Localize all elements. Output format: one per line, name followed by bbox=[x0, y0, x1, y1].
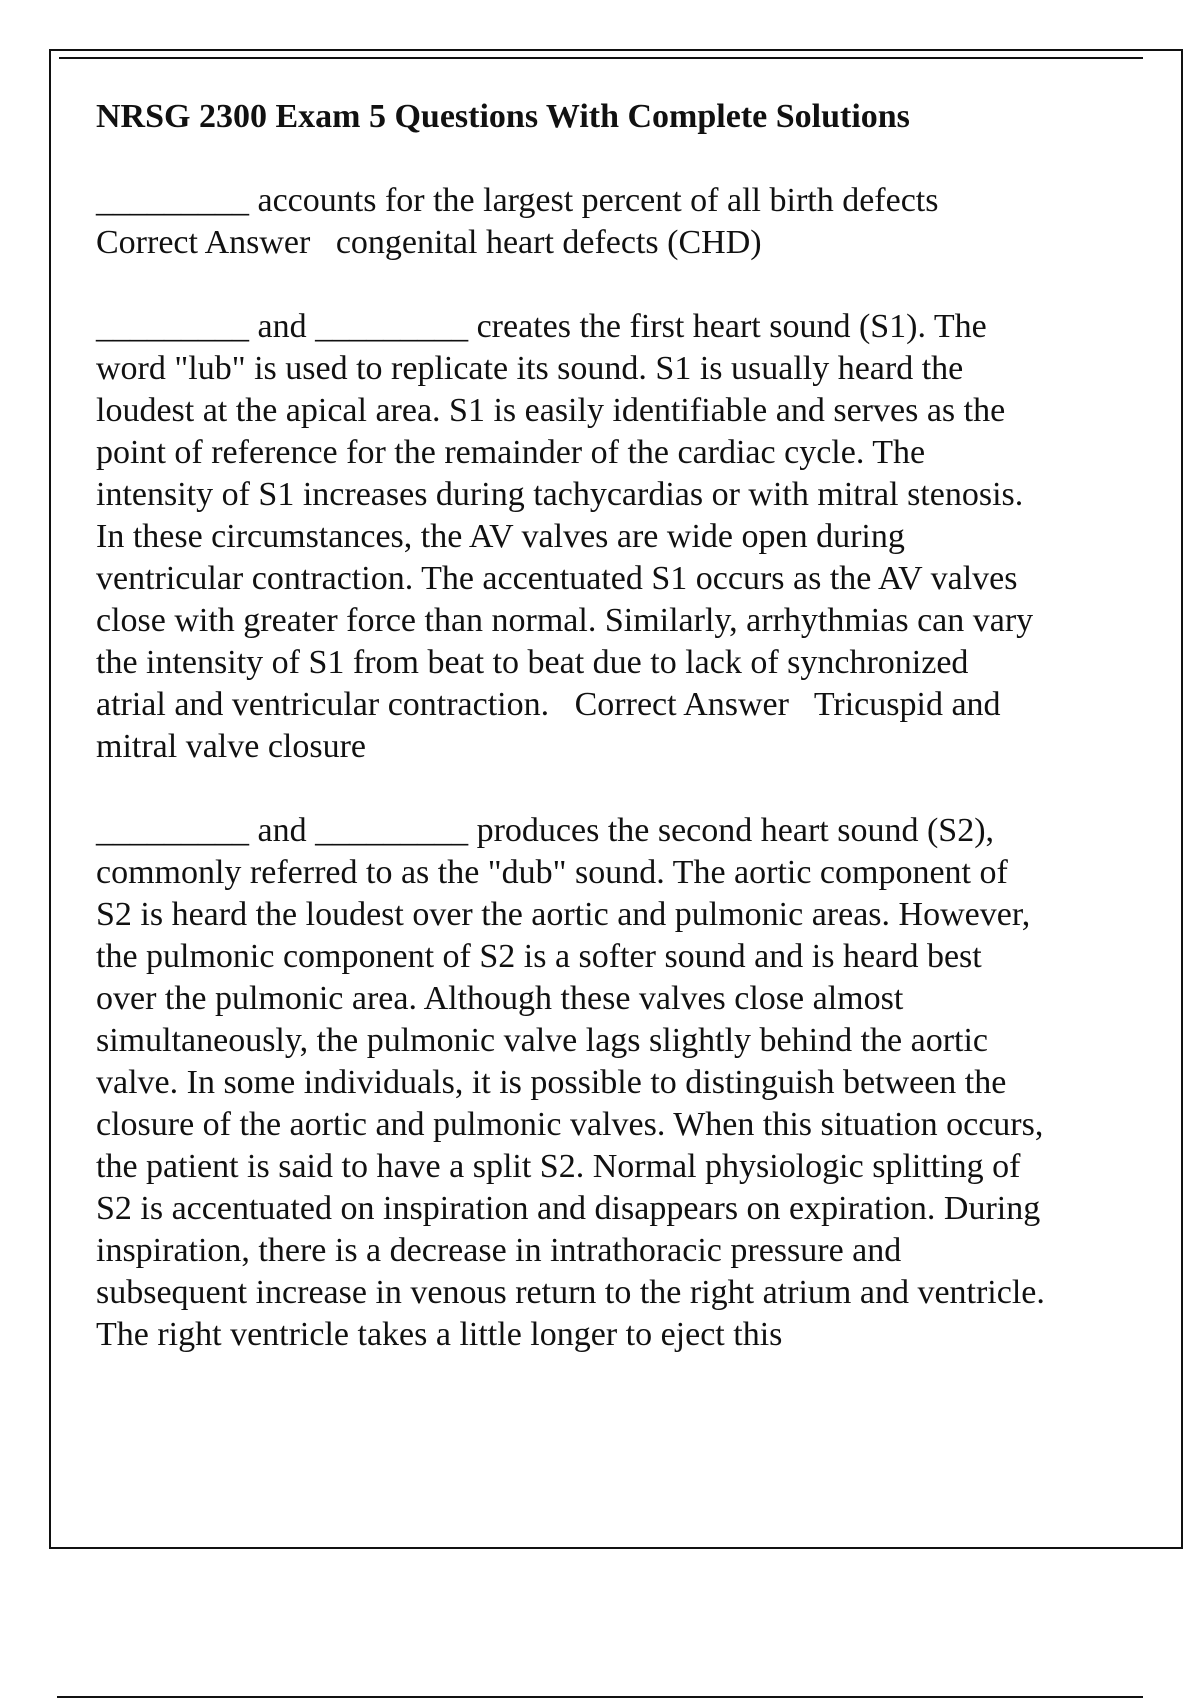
question-text: _________ accounts for the largest percent of all birth defects bbox=[96, 182, 939, 219]
document-body bbox=[96, 96, 1053, 1398]
correct-answer-label: Correct Answer bbox=[96, 224, 311, 261]
question-block-1 bbox=[96, 180, 1046, 264]
correct-answer-text: congenital heart defects (CHD) bbox=[335, 224, 762, 261]
footer-rule bbox=[57, 1696, 1143, 1698]
question-text: _________ and _________ produces the second heart sound (S2), commonly referred to as the "dub" sound. The aortic component of S2 is heard the loudest over the aortic and pulmonic areas. However, the pulmonic component of S2 is a softer sound and is heard best over the pulmonic area. Although these valves close almost simultaneously, the pulmonic valve lags slightly behind the aortic valve. In some individuals, it is possible to distinguish between the closure of the aortic and pulmonic valves. When this situation occurs, the patient is said to have a split S2. Normal physiologic splitting of S2 is accentuated on inspiration and disappears on expiration. During inspiration, there is a decrease in intrathoracic pressure and subsequent increase in venous return to the right atrium and ventricle. The right ventricle takes a little longer to eject this bbox=[96, 812, 1053, 1353]
document-title: NRSG 2300 Exam 5 Questions With Complete Solutions bbox=[96, 98, 910, 135]
question-text: _________ and _________ creates the first heart sound (S1). The word "lub" is used to replicate its sound. S1 is usually heard the loudest at the apical area. S1 is easily identifiable and serves as the point of reference for the remainder of the cardiac cycle. The intensity of S1 increases during tachycardias or with mitral stenosis. In these circumstances, the AV valves are wide open during ventricular contraction. The accentuated S1 occurs as the AV valves close with greater force than normal. Similarly, arrhythmias can vary the intensity of S1 from beat to beat due to lack of synchronized atrial and ventricular contraction. bbox=[96, 308, 1042, 723]
question-block-3 bbox=[96, 810, 1053, 1356]
correct-answer-label: Correct Answer bbox=[574, 686, 789, 723]
correct-answer-text: Tricuspid and mitral valve closure bbox=[96, 686, 1010, 765]
header-rule bbox=[59, 57, 1143, 59]
question-block-2 bbox=[96, 306, 1046, 768]
